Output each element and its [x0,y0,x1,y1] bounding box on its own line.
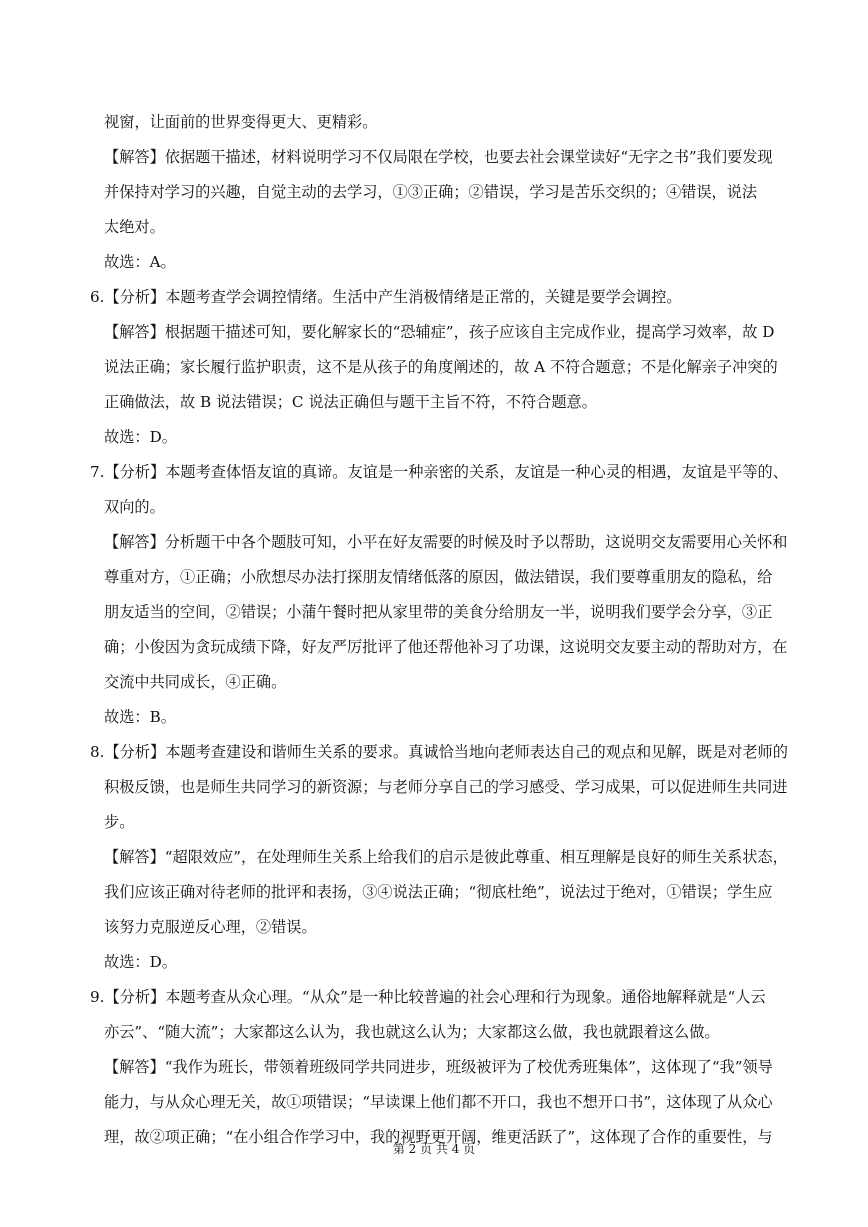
question-heading: 9.【分析】本题考查从众心理。“从众”是一种比较普遍的社会心理和行为现象。通俗地解释就是“人云 [90,988,766,1006]
text-line: 交流中共同成长，④正确。 [104,673,287,691]
text-line: 故选：A。 [104,253,176,271]
text-line: 故选：D。 [104,953,177,971]
text-line: 【解答】根据题干描述可知，要化解家长的“恐辅症”，孩子应该自主完成作业，提高学习效率，故 D [104,323,775,341]
text-line: 确；小俊因为贪玩成绩下降，好友严厉批评了他还帮他补习了功课，这说明交友要主动的帮助对方，在 [104,638,788,656]
text-line: 朋友适当的空间，②错误；小蒲午餐时把从家里带的美食分给朋友一半，说明我们要学会分享，③正 [104,603,773,621]
text-line: 并保持对学习的兴趣，自觉主动的去学习，①③正确；②错误，学习是苦乐交织的；④错误，说法 [104,183,758,201]
text-line: 故选：B。 [104,708,176,726]
text-line: 【解答】分析题干中各个题肢可知，小平在好友需要的时候及时予以帮助，这说明交友需要用心关怀和 [104,533,788,551]
question-heading: 8.【分析】本题考查建设和谐师生关系的要求。真诚恰当地向老师表达自己的观点和见解，既是对老师的 [90,743,788,761]
text-line: 理，故②项正确；“在小组合作学习中，我的视野更开阔，维更活跃了”，这体现了合作的重要性，与 [104,1128,773,1146]
text-line: 故选：D。 [104,428,177,446]
text-line: 【解答】“超限效应”，在处理师生关系上给我们的启示是彼此尊重、相互理解是良好的师生关系状态， [104,848,788,866]
text-line: 步。 [104,813,135,831]
page-footer: 第 2 页 共 4 页 [392,1142,476,1156]
text-line: 说法正确；家长履行监护职责，这不是从孩子的角度阐述的，故 A 不符合题意；不是化解亲子冲突的 [104,358,778,376]
text-line: 视窗，让面前的世界变得更大、更精彩。 [104,113,378,131]
text-line: 积极反馈，也是师生共同学习的新资源；与老师分享自己的学习感受、学习成果，可以促进师生共同进 [104,778,788,796]
question-heading: 7.【分析】本题考查体悟友谊的真谛。友谊是一种亲密的关系，友谊是一种心灵的相遇，友谊是平等的、 [90,463,788,481]
text-line: 太绝对。 [104,218,165,236]
text-line: 正确做法，故 B 说法错误；C 说法正确但与题干主旨不符，不符合题意。 [104,393,597,411]
text-line: 尊重对方，①正确；小欣想尽办法打探朋友情绪低落的原因，做法错误，我们要尊重朋友的隐私，给 [104,568,773,586]
text-line: 该努力克服逆反心理，②错误。 [104,918,317,936]
text-line: 亦云”、“随大流”；大家都这么认为，我也就这么认为；大家都这么做，我也就跟着这么做。 [104,1023,720,1041]
text-line: 【解答】依据题干描述，材料说明学习不仅局限在学校，也要去社会课堂读好“无字之书”我们要发现 [104,148,773,166]
question-heading: 6.【分析】本题考查学会调控情绪。生活中产生消极情绪是正常的，关键是要学会调控。 [90,288,682,306]
text-line: 能力，与从众心理无关，故①项错误；“早读课上他们都不开口，我也不想开口书”，这体现了从众心 [104,1093,773,1111]
text-line: 我们应该正确对待老师的批评和表扬，③④说法正确；“彻底杜绝”，说法过于绝对，①错误；学生应 [104,883,773,901]
text-line: 【解答】“我作为班长，带领着班级同学共同进步，班级被评为了校优秀班集体”，这体现了“我”领导 [104,1058,773,1076]
text-line: 双向的。 [104,498,165,516]
